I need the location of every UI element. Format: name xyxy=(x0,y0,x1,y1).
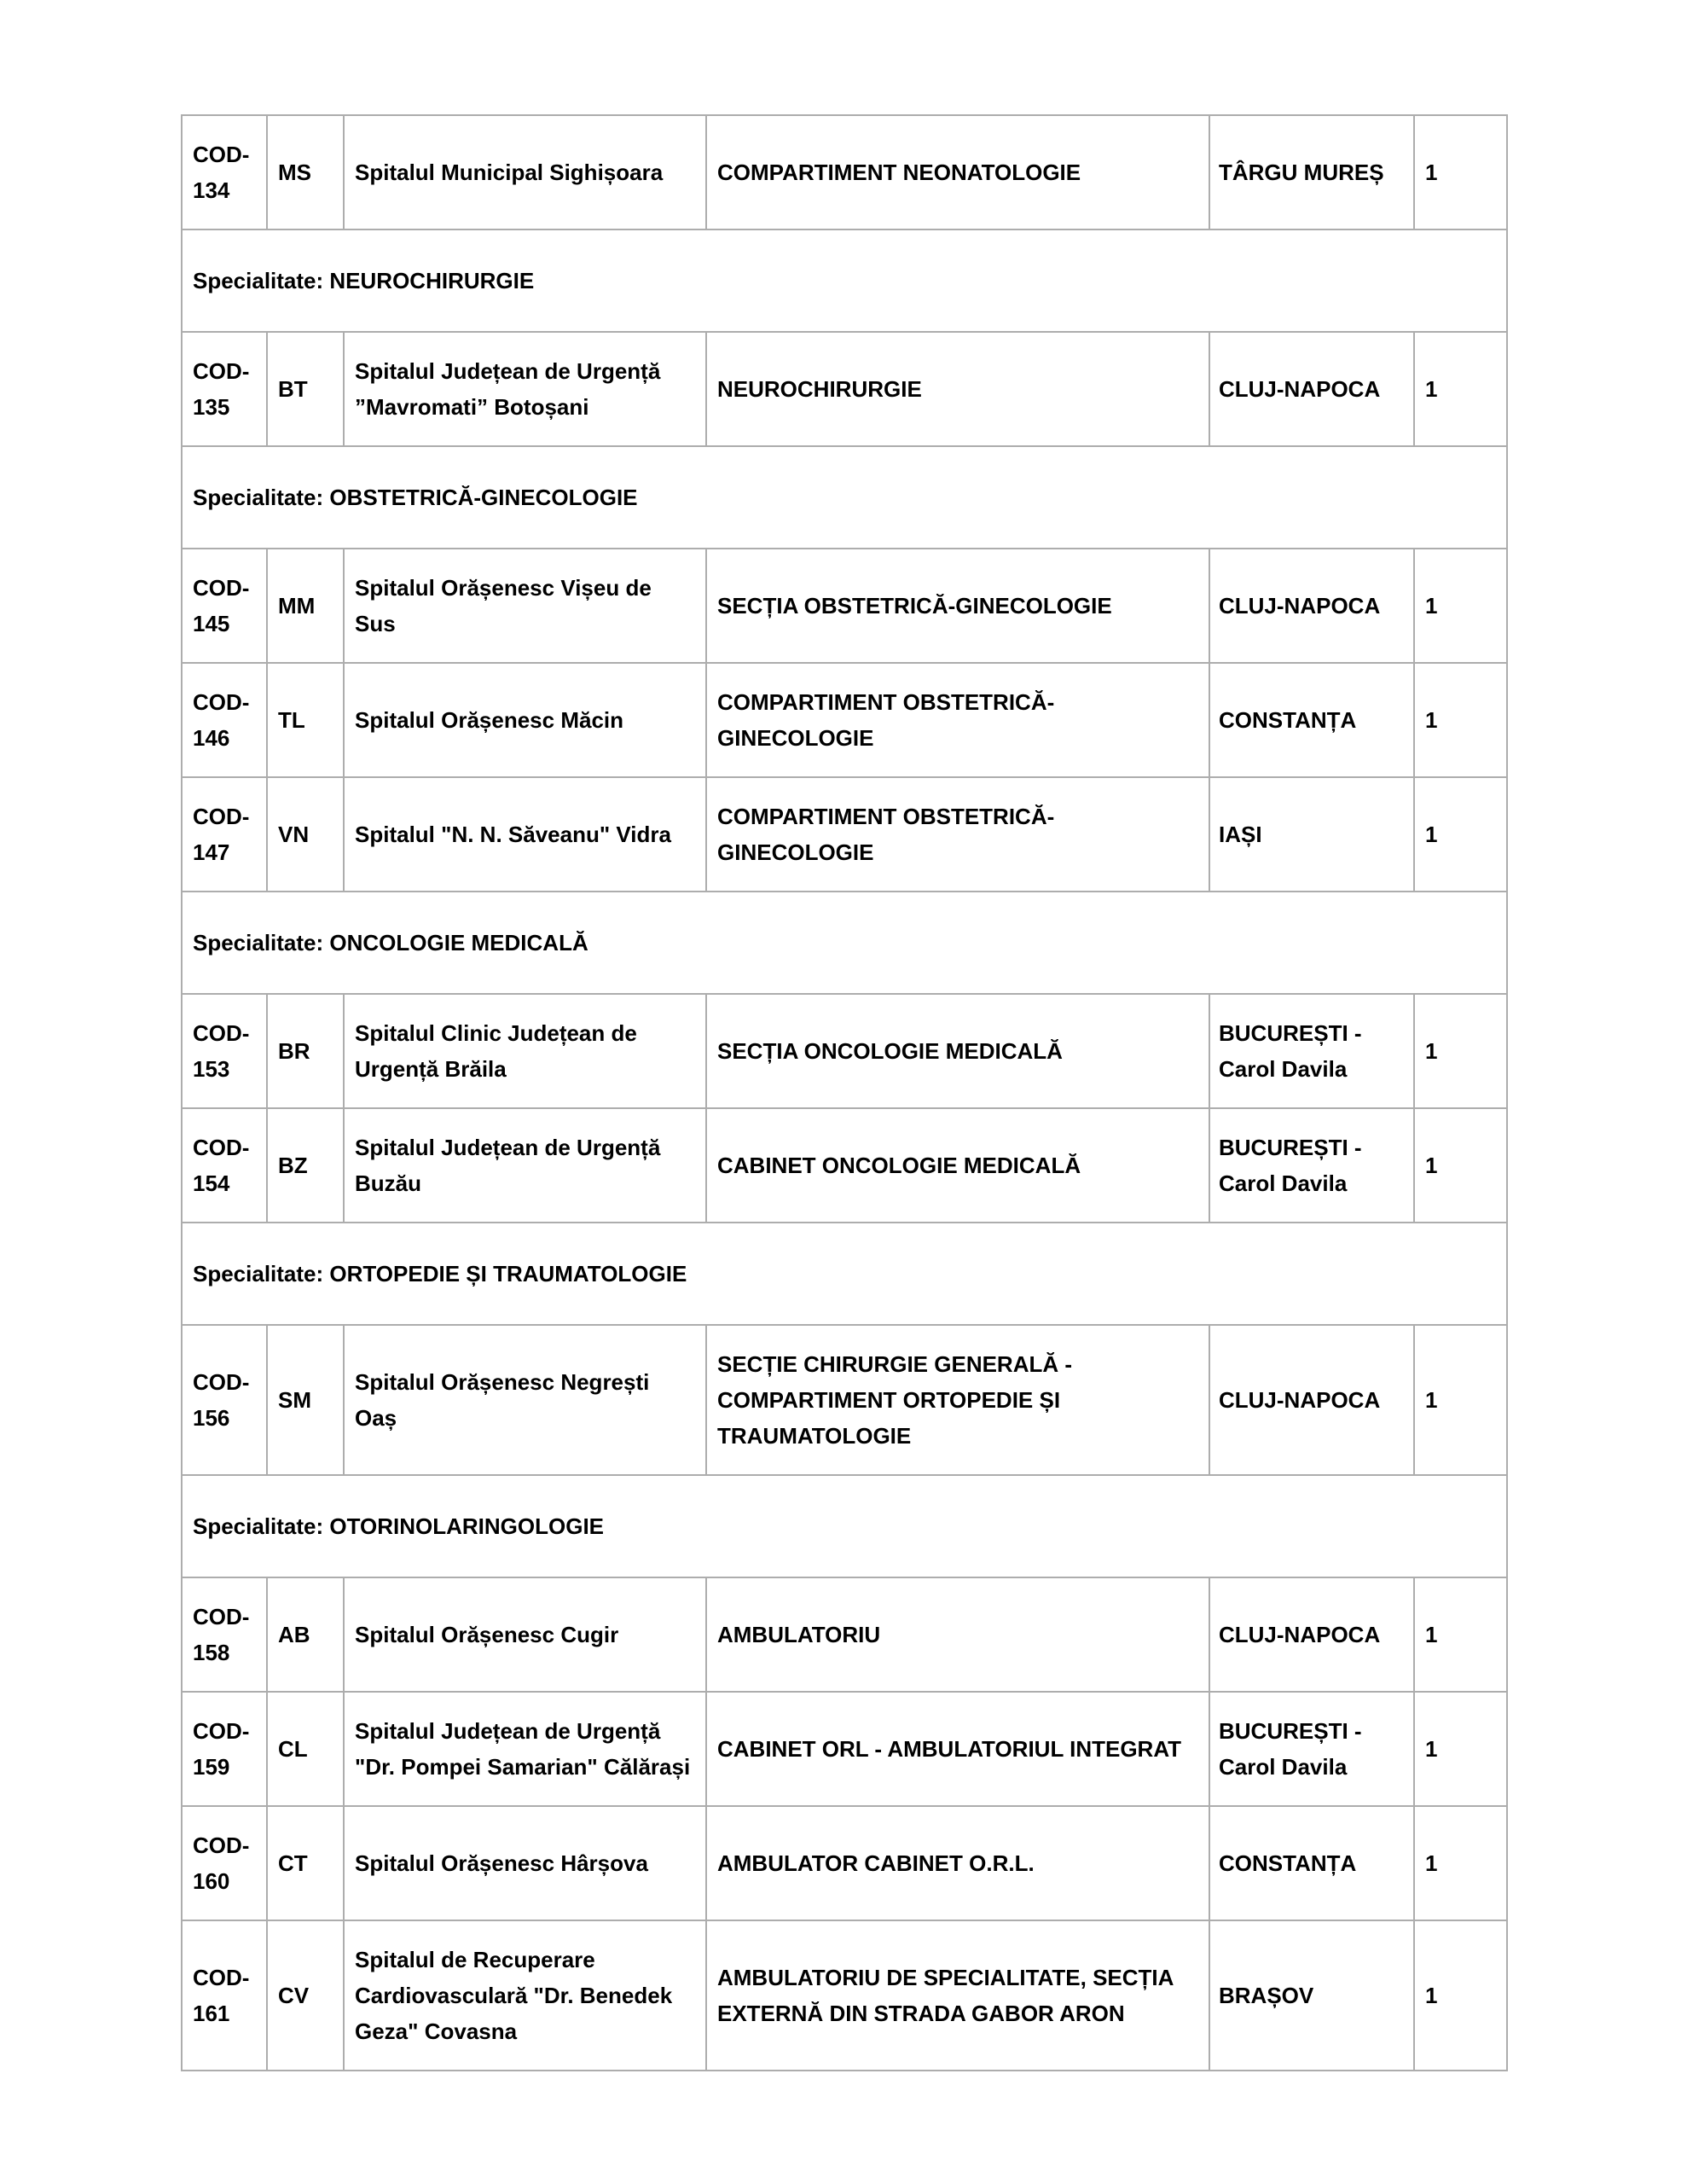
city-cell: BUCUREȘTI - Carol Davila xyxy=(1209,994,1414,1108)
code-cell: COD-158 xyxy=(182,1577,267,1692)
hospital-row xyxy=(182,1108,1507,1223)
department-cell: COMPARTIMENT OBSTETRICĂ-GINECOLOGIE xyxy=(706,777,1209,892)
city-cell: BUCUREȘTI - Carol Davila xyxy=(1209,1108,1414,1223)
specialty-label: Specialitate: ORTOPEDIE ȘI TRAUMATOLOGIE xyxy=(182,1223,1507,1325)
count-cell: 1 xyxy=(1414,332,1507,446)
department-cell: CABINET ORL - AMBULATORIUL INTEGRAT xyxy=(706,1692,1209,1806)
department-cell: AMBULATORIU DE SPECIALITATE, SECȚIA EXTERNĂ DIN STRADA GABOR ARON xyxy=(706,1920,1209,2071)
city-cell: BUCUREȘTI - Carol Davila xyxy=(1209,1692,1414,1806)
city-cell: TÂRGU MUREȘ xyxy=(1209,115,1414,229)
count-cell: 1 xyxy=(1414,1577,1507,1692)
code-cell: COD-159 xyxy=(182,1692,267,1806)
county-cell: MM xyxy=(267,549,344,663)
code-cell: COD-146 xyxy=(182,663,267,777)
hospital-cell: Spitalul de Recuperare Cardiovasculară "Dr. Benedek Geza" Covasna xyxy=(344,1920,706,2071)
hospitals-table xyxy=(181,114,1508,2071)
county-cell: VN xyxy=(267,777,344,892)
city-cell: CONSTANȚA xyxy=(1209,1806,1414,1920)
county-cell: BZ xyxy=(267,1108,344,1223)
specialty-row xyxy=(182,1223,1507,1325)
hospital-cell: Spitalul "N. N. Săveanu" Vidra xyxy=(344,777,706,892)
county-cell: AB xyxy=(267,1577,344,1692)
county-cell: CV xyxy=(267,1920,344,2071)
department-cell: COMPARTIMENT OBSTETRICĂ-GINECOLOGIE xyxy=(706,663,1209,777)
hospital-cell: Spitalul Orășenesc Negrești Oaș xyxy=(344,1325,706,1475)
hospital-cell: Spitalul Județean de Urgență "Dr. Pompei Samarian" Călărași xyxy=(344,1692,706,1806)
city-cell: CLUJ-NAPOCA xyxy=(1209,549,1414,663)
county-cell: SM xyxy=(267,1325,344,1475)
hospital-cell: Spitalul Municipal Sighișoara xyxy=(344,115,706,229)
count-cell: 1 xyxy=(1414,994,1507,1108)
hospital-cell: Spitalul Orășenesc Cugir xyxy=(344,1577,706,1692)
code-cell: COD-134 xyxy=(182,115,267,229)
county-cell: MS xyxy=(267,115,344,229)
hospital-cell: Spitalul Județean de Urgență ”Mavromati” Botoșani xyxy=(344,332,706,446)
department-cell: AMBULATOR CABINET O.R.L. xyxy=(706,1806,1209,1920)
hospital-cell: Spitalul Orășenesc Măcin xyxy=(344,663,706,777)
county-cell: BT xyxy=(267,332,344,446)
code-cell: COD-147 xyxy=(182,777,267,892)
hospital-row xyxy=(182,1325,1507,1475)
city-cell: CLUJ-NAPOCA xyxy=(1209,1577,1414,1692)
code-cell: COD-135 xyxy=(182,332,267,446)
hospital-row xyxy=(182,777,1507,892)
code-cell: COD-153 xyxy=(182,994,267,1108)
specialty-label: Specialitate: NEUROCHIRURGIE xyxy=(182,229,1507,332)
specialty-row xyxy=(182,892,1507,994)
count-cell: 1 xyxy=(1414,777,1507,892)
code-cell: COD-145 xyxy=(182,549,267,663)
hospital-cell: Spitalul Județean de Urgență Buzău xyxy=(344,1108,706,1223)
count-cell: 1 xyxy=(1414,549,1507,663)
department-cell: SECȚIE CHIRURGIE GENERALĂ - COMPARTIMENT ORTOPEDIE ȘI TRAUMATOLOGIE xyxy=(706,1325,1209,1475)
hospital-row xyxy=(182,115,1507,229)
count-cell: 1 xyxy=(1414,663,1507,777)
hospital-row xyxy=(182,1692,1507,1806)
hospital-row xyxy=(182,1920,1507,2071)
department-cell: COMPARTIMENT NEONATOLOGIE xyxy=(706,115,1209,229)
hospital-row xyxy=(182,332,1507,446)
hospital-row xyxy=(182,1806,1507,1920)
count-cell: 1 xyxy=(1414,1806,1507,1920)
code-cell: COD-160 xyxy=(182,1806,267,1920)
hospitals-table-body xyxy=(182,115,1507,2071)
specialty-row xyxy=(182,446,1507,549)
specialty-row xyxy=(182,1475,1507,1577)
department-cell: NEUROCHIRURGIE xyxy=(706,332,1209,446)
hospital-cell: Spitalul Clinic Județean de Urgență Brăila xyxy=(344,994,706,1108)
count-cell: 1 xyxy=(1414,1325,1507,1475)
specialty-row xyxy=(182,229,1507,332)
department-cell: SECȚIA ONCOLOGIE MEDICALĂ xyxy=(706,994,1209,1108)
hospital-row xyxy=(182,994,1507,1108)
hospital-cell: Spitalul Orășenesc Hârșova xyxy=(344,1806,706,1920)
specialty-label: Specialitate: ONCOLOGIE MEDICALĂ xyxy=(182,892,1507,994)
city-cell: CLUJ-NAPOCA xyxy=(1209,1325,1414,1475)
city-cell: CLUJ-NAPOCA xyxy=(1209,332,1414,446)
hospital-row xyxy=(182,549,1507,663)
code-cell: COD-156 xyxy=(182,1325,267,1475)
hospital-row xyxy=(182,663,1507,777)
code-cell: COD-161 xyxy=(182,1920,267,2071)
county-cell: CT xyxy=(267,1806,344,1920)
hospital-row xyxy=(182,1577,1507,1692)
hospital-cell: Spitalul Orășenesc Vișeu de Sus xyxy=(344,549,706,663)
city-cell: BRAȘOV xyxy=(1209,1920,1414,2071)
specialty-label: Specialitate: OBSTETRICĂ-GINECOLOGIE xyxy=(182,446,1507,549)
county-cell: TL xyxy=(267,663,344,777)
department-cell: SECȚIA OBSTETRICĂ-GINECOLOGIE xyxy=(706,549,1209,663)
city-cell: CONSTANȚA xyxy=(1209,663,1414,777)
count-cell: 1 xyxy=(1414,1108,1507,1223)
code-cell: COD-154 xyxy=(182,1108,267,1223)
count-cell: 1 xyxy=(1414,1920,1507,2071)
city-cell: IAȘI xyxy=(1209,777,1414,892)
department-cell: CABINET ONCOLOGIE MEDICALĂ xyxy=(706,1108,1209,1223)
count-cell: 1 xyxy=(1414,1692,1507,1806)
department-cell: AMBULATORIU xyxy=(706,1577,1209,1692)
county-cell: CL xyxy=(267,1692,344,1806)
count-cell: 1 xyxy=(1414,115,1507,229)
county-cell: BR xyxy=(267,994,344,1108)
specialty-label: Specialitate: OTORINOLARINGOLOGIE xyxy=(182,1475,1507,1577)
